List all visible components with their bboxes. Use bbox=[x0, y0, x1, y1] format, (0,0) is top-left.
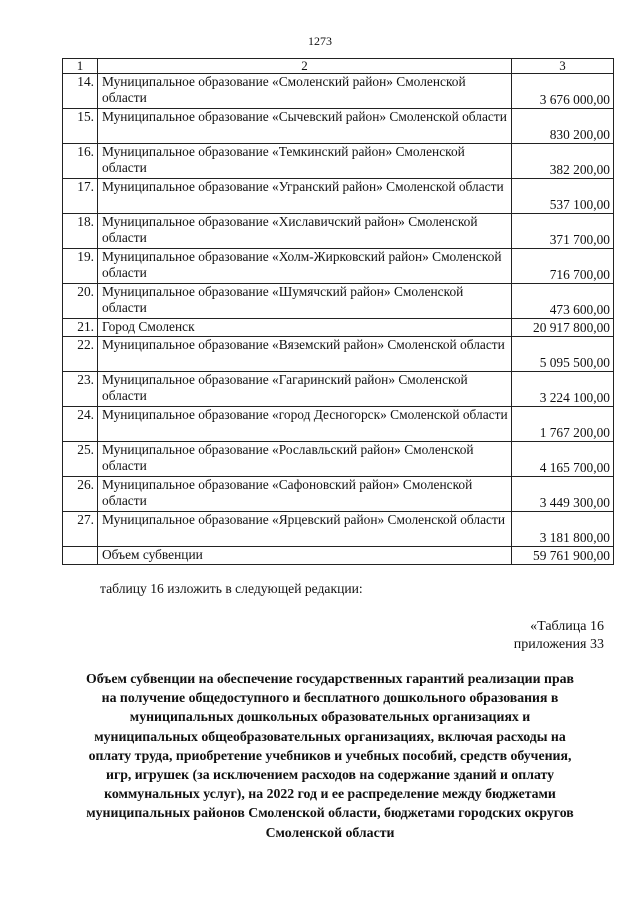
section-title bbox=[60, 669, 600, 842]
row-name: Муниципальное образование «Холм-Жирковский район» Смоленской области bbox=[98, 249, 512, 284]
row-name: Муниципальное образование «Сычевский район» Смоленской области bbox=[98, 109, 512, 144]
row-name: Муниципальное образование «Смоленский район» Смоленской области bbox=[98, 74, 512, 109]
row-value: 830 200,00 bbox=[512, 109, 614, 144]
row-value: 473 600,00 bbox=[512, 284, 614, 319]
table-total-row bbox=[63, 547, 614, 565]
row-number: 20. bbox=[63, 284, 98, 319]
table-row bbox=[63, 372, 614, 407]
row-name: Муниципальное образование «Угранский район» Смоленской области bbox=[98, 179, 512, 214]
total-value: 59 761 900,00 bbox=[512, 547, 614, 565]
table-row bbox=[63, 477, 614, 512]
table-row bbox=[63, 284, 614, 319]
row-name: Муниципальное образование «город Десногорск» Смоленской области bbox=[98, 407, 512, 442]
instruction-text: таблицу 16 изложить в следующей редакции: bbox=[100, 581, 363, 596]
title-line: Объем субвенции на обеспечение государственных гарантий реализации прав bbox=[86, 671, 574, 686]
row-number: 17. bbox=[63, 179, 98, 214]
title-line: на получение общедоступного и бесплатного дошкольного образования в bbox=[101, 690, 559, 706]
row-value: 3 449 300,00 bbox=[512, 477, 614, 512]
title-line: оплату труда, приобретение учебников и учебных пособий, средств обучения, bbox=[88, 747, 572, 763]
row-name: Муниципальное образование «Хиславичский район» Смоленской области bbox=[98, 214, 512, 249]
table-row bbox=[63, 442, 614, 477]
row-value: 5 095 500,00 bbox=[512, 337, 614, 372]
title-line: муниципальных общеобразовательных организациях, включая расходы на bbox=[94, 728, 566, 744]
header-col-1: 1 bbox=[63, 59, 98, 74]
row-name: Город Смоленск bbox=[98, 319, 512, 337]
table-row bbox=[63, 512, 614, 547]
row-name: Муниципальное образование «Рославльский район» Смоленской области bbox=[98, 442, 512, 477]
table-label-line-2: приложения 33 bbox=[513, 637, 604, 652]
table-row bbox=[63, 337, 614, 372]
row-name: Муниципальное образование «Шумячский район» Смоленской области bbox=[98, 284, 512, 319]
total-label: Объем субвенции bbox=[98, 547, 512, 565]
row-value: 716 700,00 bbox=[512, 249, 614, 284]
page-number: 1273 bbox=[308, 34, 332, 48]
row-name: Муниципальное образование «Гагаринский район» Смоленской области bbox=[98, 372, 512, 407]
row-value: 3 676 000,00 bbox=[512, 74, 614, 109]
row-name: Муниципальное образование «Ярцевский район» Смоленской области bbox=[98, 512, 512, 547]
row-value: 537 100,00 bbox=[512, 179, 614, 214]
row-number: 16. bbox=[63, 144, 98, 179]
table-header-row bbox=[63, 59, 614, 74]
table-row bbox=[63, 74, 614, 109]
row-number: 18. bbox=[63, 214, 98, 249]
title-line: Смоленской области bbox=[265, 824, 395, 840]
header-col-2: 2 bbox=[98, 59, 512, 74]
row-name: Муниципальное образование «Сафоновский район» Смоленской области bbox=[98, 477, 512, 512]
row-number: 27. bbox=[63, 512, 98, 547]
row-value: 1 767 200,00 bbox=[512, 407, 614, 442]
row-number: 23. bbox=[63, 372, 98, 407]
row-name: Муниципальное образование «Темкинский район» Смоленской области bbox=[98, 144, 512, 179]
title-line: игр, игрушек (за исключением расходов на содержание зданий и оплату bbox=[106, 767, 554, 783]
table-row bbox=[63, 214, 614, 249]
table-row bbox=[63, 407, 614, 442]
table-row bbox=[63, 249, 614, 284]
row-value: 382 200,00 bbox=[512, 144, 614, 179]
title-line: коммунальных услуг), на 2022 год и ее распределение между бюджетами bbox=[104, 786, 556, 802]
row-value: 4 165 700,00 bbox=[512, 442, 614, 477]
total-number-cell bbox=[63, 547, 98, 565]
title-line: муниципальных районов Смоленской области, бюджетами городских округов bbox=[86, 805, 574, 821]
row-number: 25. bbox=[63, 442, 98, 477]
subvention-table bbox=[62, 58, 614, 565]
row-value: 3 181 800,00 bbox=[512, 512, 614, 547]
title-line: муниципальных дошкольных образовательных организациях и bbox=[129, 709, 531, 725]
row-number: 22. bbox=[63, 337, 98, 372]
header-col-3: 3 bbox=[512, 59, 614, 74]
row-number: 21. bbox=[63, 319, 98, 337]
table-row bbox=[63, 109, 614, 144]
table-row bbox=[63, 144, 614, 179]
row-value: 371 700,00 bbox=[512, 214, 614, 249]
row-number: 26. bbox=[63, 477, 98, 512]
row-number: 24. bbox=[63, 407, 98, 442]
table-row bbox=[63, 179, 614, 214]
row-name: Муниципальное образование «Вяземский район» Смоленской области bbox=[98, 337, 512, 372]
row-number: 15. bbox=[63, 109, 98, 144]
row-value: 20 917 800,00 bbox=[512, 319, 614, 337]
table-label-line-1: «Таблица 16 bbox=[530, 619, 604, 634]
table-row bbox=[63, 319, 614, 337]
row-number: 14. bbox=[63, 74, 98, 109]
row-number: 19. bbox=[63, 249, 98, 284]
row-value: 3 224 100,00 bbox=[512, 372, 614, 407]
